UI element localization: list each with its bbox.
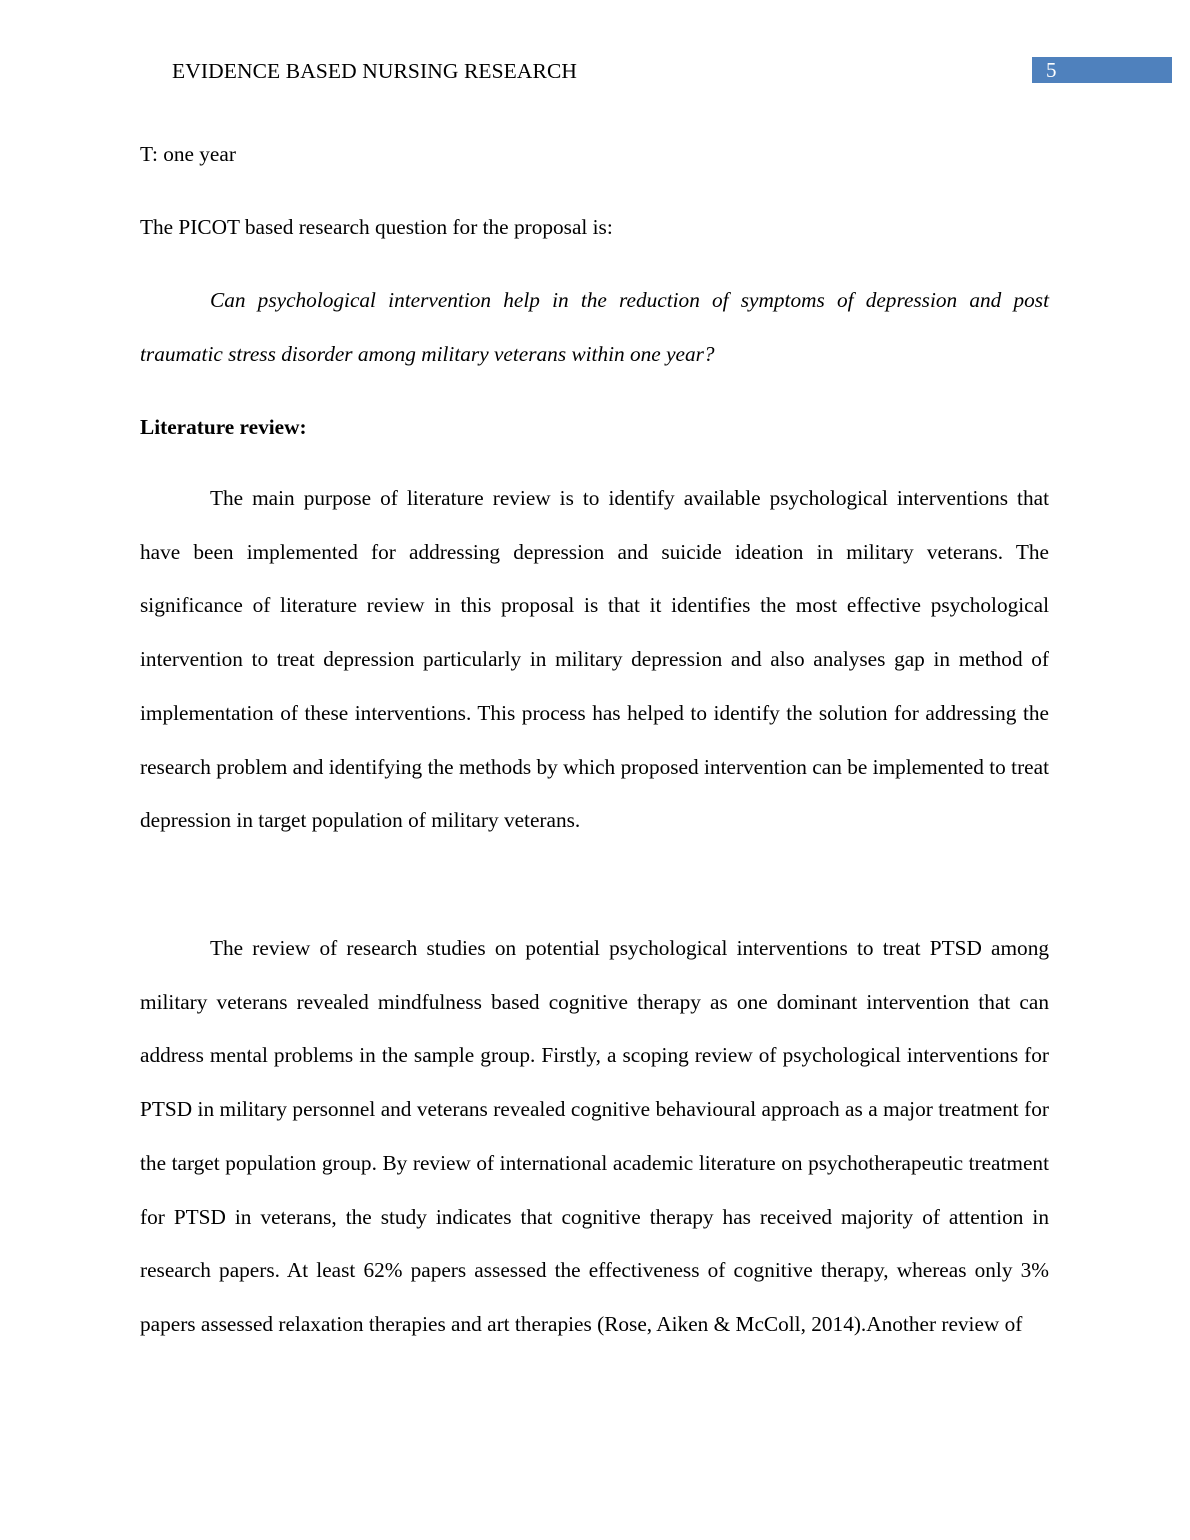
literature-paragraph-2: The review of research studies on potential psychological interventions to treat PTSD among military veterans revealed mindfulness based cognitive therapy as one dominant intervention that can address mental problems in the sample group. Firstly, a scoping review of psychological interventions for PTSD in military personnel and veterans revealed cognitive behavioural approach as a major treatment for the target population group. By review of international academic literature on psychotherapeutic treatment for PTSD in veterans, the study indicates that cognitive therapy has received majority of attention in research papers. At least 62% papers assessed the effectiveness of cognitive therapy, whereas only 3% papers assessed relaxation therapies and art therapies (Rose, Aiken & McColl, 2014).Another review of	[140, 936, 1049, 1336]
question-intro: The PICOT based research question for the proposal is:	[140, 215, 613, 239]
running-header: EVIDENCE BASED NURSING RESEARCH	[172, 59, 578, 83]
page-number-badge	[1032, 57, 1172, 83]
picot-time-line: T: one year	[140, 142, 236, 166]
research-question: Can psychological intervention help in the reduction of symptoms of depression and post traumatic stress disorder among military veterans within one year?	[140, 288, 1049, 366]
literature-paragraph-1: The main purpose of literature review is to identify available psychological interventions that have been implemented for addressing depression and suicide ideation in military veterans. The significance of literature review in this proposal is that it identifies the most effective psychological intervention to treat depression particularly in military depression and also analyses gap in method of implementation of these interventions. This process has helped to identify the solution for addressing the research problem and identifying the methods by which proposed intervention can be implemented to treat depression in target population of military veterans.	[140, 486, 1049, 833]
page-number: 5	[1046, 58, 1057, 82]
section-heading: Literature review:	[140, 415, 307, 439]
